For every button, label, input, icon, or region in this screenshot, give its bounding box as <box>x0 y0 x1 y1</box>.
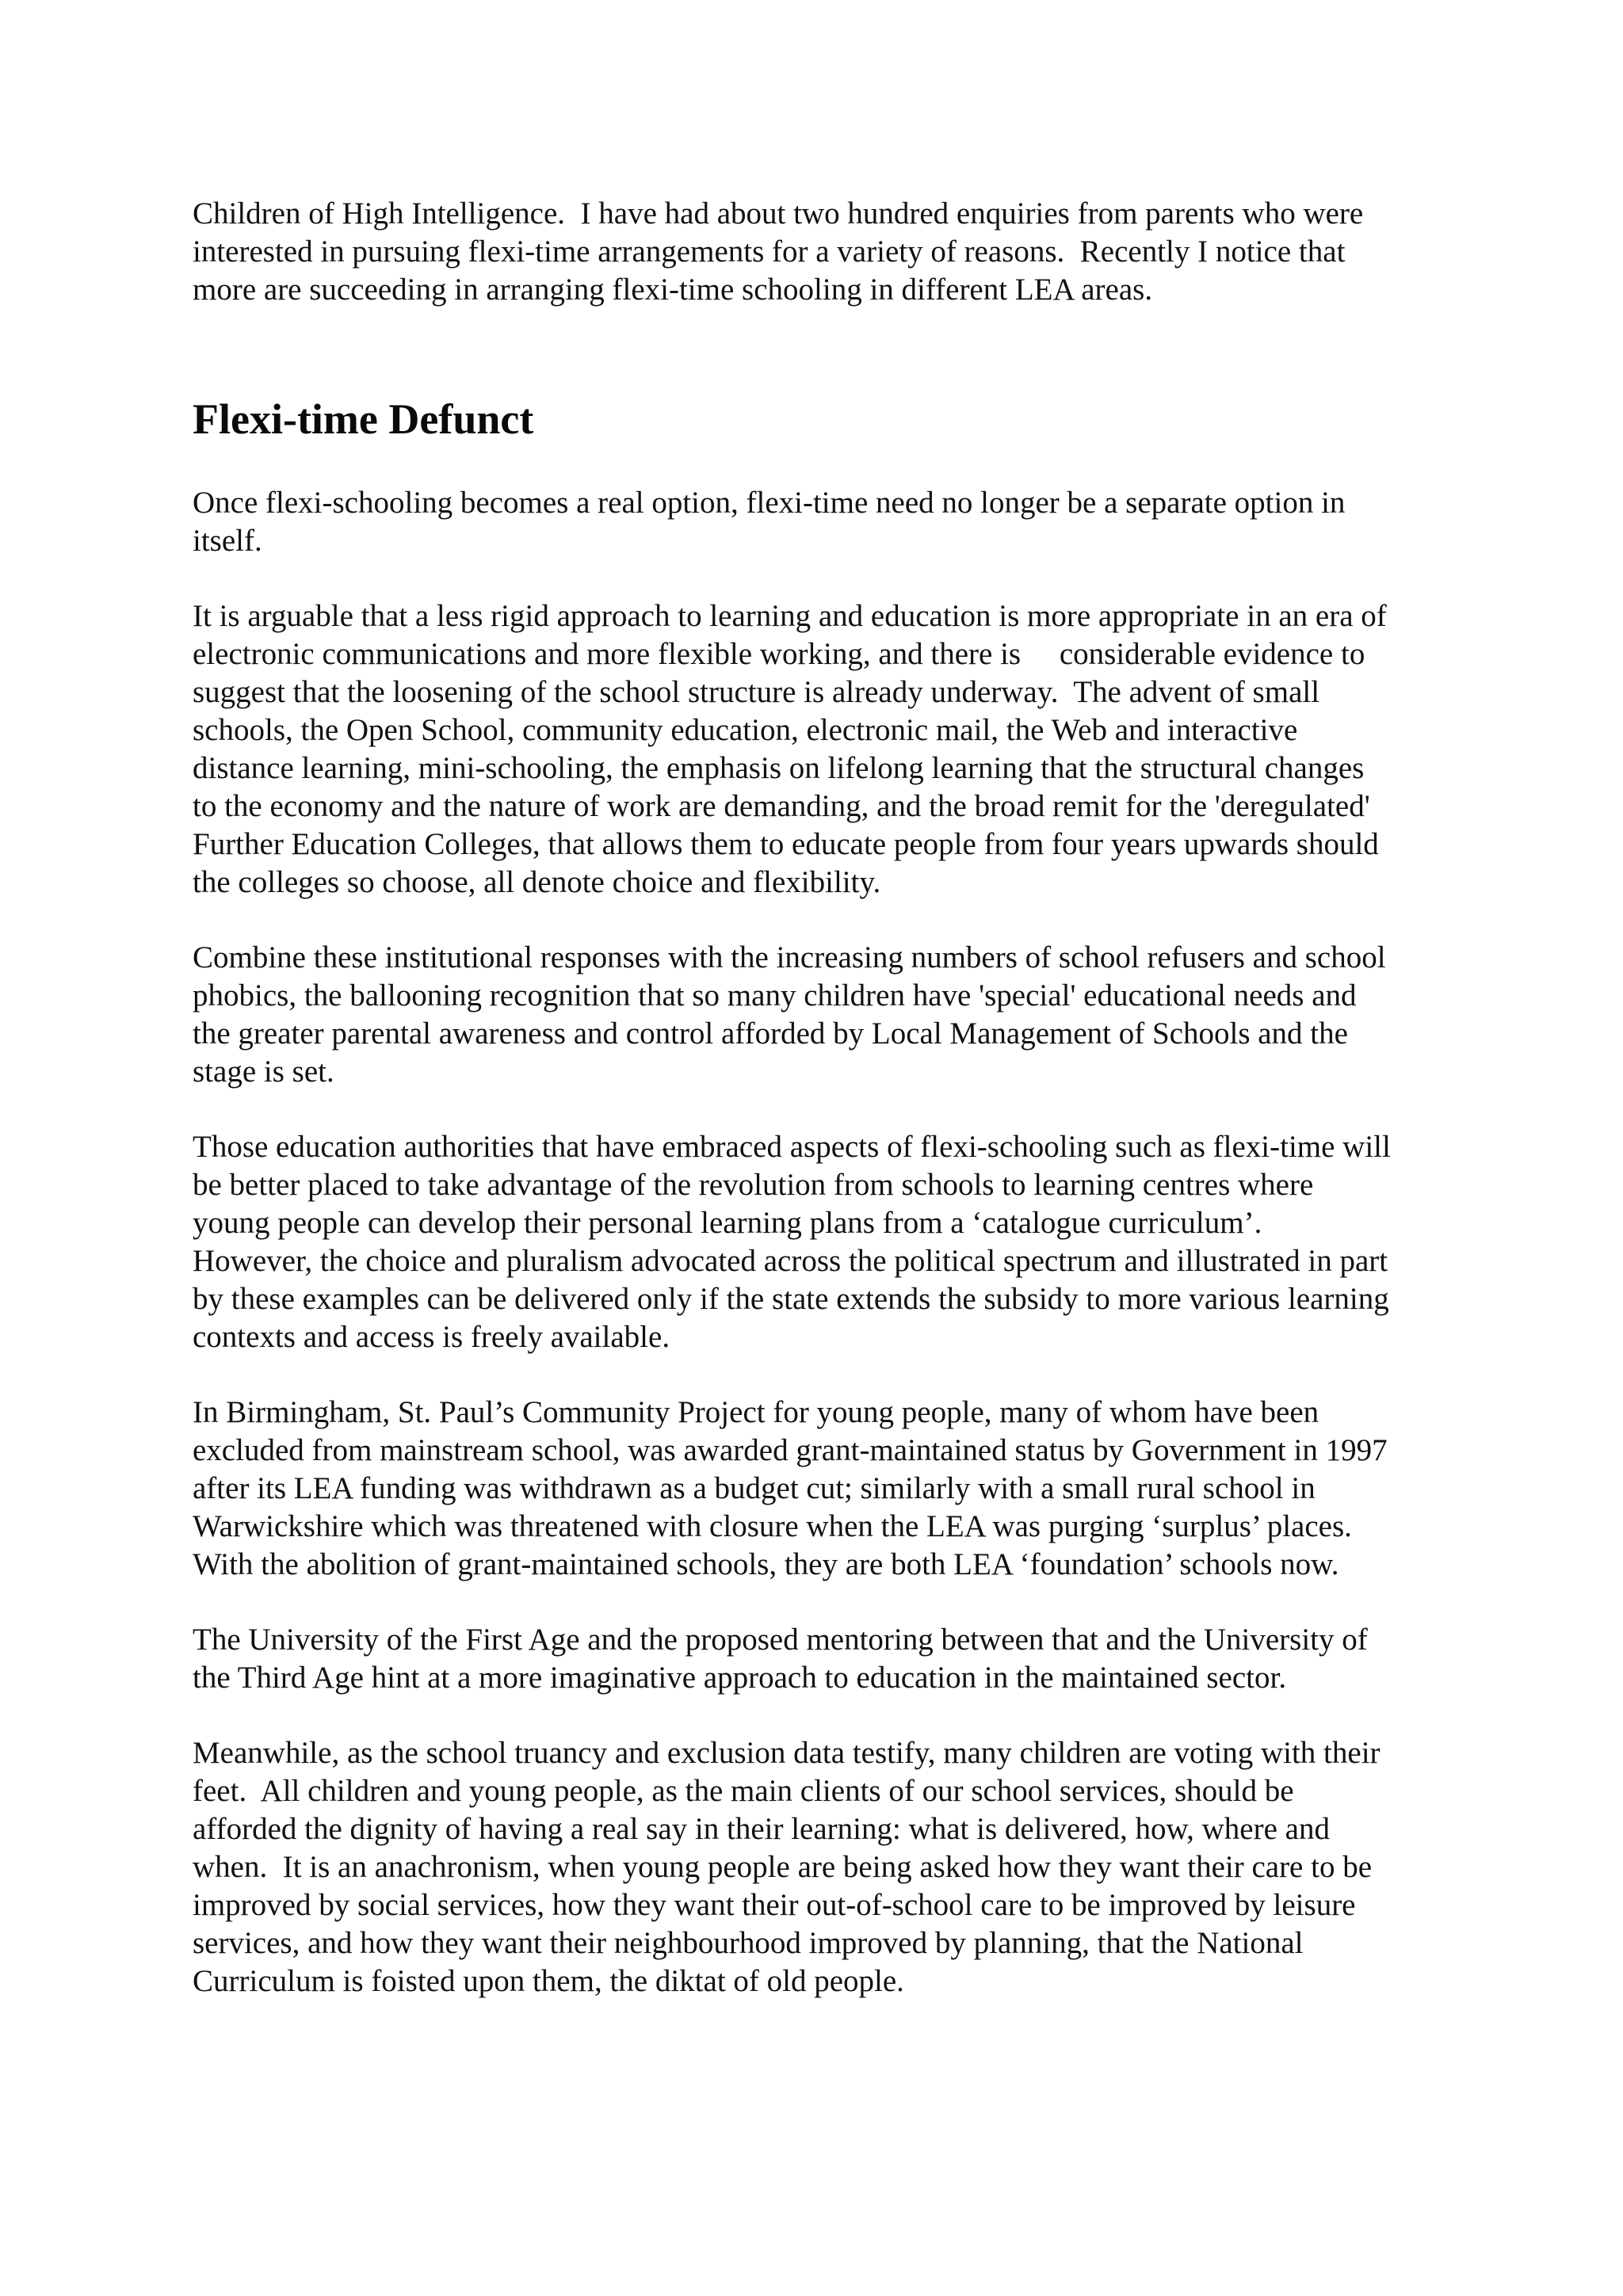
paragraph <box>193 1734 1492 2000</box>
paragraph <box>193 1128 1492 1356</box>
text-line: distance learning, mini-schooling, the emphasis on lifelong learning that the structural changes <box>193 751 1365 785</box>
paragraph <box>193 1621 1492 1697</box>
text-line: when. It is an anachronism, when young people are being asked how they want their care to be <box>193 1850 1373 1884</box>
text-line: by these examples can be delivered only if the state extends the subsidy to more various learning <box>193 1282 1389 1316</box>
text-line: phobics, the ballooning recognition that so many children have 'special' educational needs and <box>193 978 1357 1013</box>
text-line: young people can develop their personal learning plans from a ‘catalogue curriculum’. <box>193 1206 1262 1240</box>
text-line: improved by social services, how they want their out-of-school care to be improved by leisure <box>193 1888 1356 1922</box>
text-line: Warwickshire which was threatened with closure when the LEA was purging ‘surplus’ places. <box>193 1509 1352 1543</box>
paragraph <box>193 1394 1492 1584</box>
text-line: Those education authorities that have embraced aspects of flexi-schooling such as flexi-time will <box>193 1130 1391 1164</box>
intro-paragraph <box>193 195 1492 309</box>
text-line: itself. <box>193 524 262 558</box>
text-line: Combine these institutional responses with the increasing numbers of school refusers and school <box>193 940 1386 974</box>
text-line: Children of High Intelligence. I have had about two hundred enquiries from parents who were <box>193 196 1364 231</box>
section-heading: Flexi-time Defunct <box>193 395 534 443</box>
text-line: electronic communications and more flexible working, and there is considerable evidence to <box>193 637 1365 671</box>
text-line: to the economy and the nature of work are demanding, and the broad remit for the 'deregulated' <box>193 789 1370 823</box>
text-line: Meanwhile, as the school truancy and exclusion data testify, many children are voting with their <box>193 1736 1381 1770</box>
text-line: In Birmingham, St. Paul’s Community Project for young people, many of whom have been <box>193 1395 1319 1429</box>
text-line: afforded the dignity of having a real say in their learning: what is delivered, how, where and <box>193 1812 1330 1846</box>
text-line: after its LEA funding was withdrawn as a budget cut; similarly with a small rural school in <box>193 1471 1316 1505</box>
text-line: excluded from mainstream school, was awarded grant-maintained status by Government in 1997 <box>193 1433 1388 1467</box>
paragraph <box>193 597 1492 902</box>
text-line: the greater parental awareness and control afforded by Local Management of Schools and the <box>193 1016 1348 1051</box>
text-line: be better placed to take advantage of the revolution from schools to learning centres where <box>193 1168 1314 1202</box>
text-line: stage is set. <box>193 1055 334 1089</box>
text-line: The University of the First Age and the proposed mentoring between that and the University of <box>193 1623 1368 1657</box>
text-line: Curriculum is foisted upon them, the diktat of old people. <box>193 1964 904 1998</box>
text-line: schools, the Open School, community education, electronic mail, the Web and interactive <box>193 713 1298 747</box>
text-line: It is arguable that a less rigid approach to learning and education is more appropriate in an era of <box>193 599 1387 633</box>
text-line: Once flexi-schooling becomes a real option, flexi-time need no longer be a separate option in <box>193 486 1346 520</box>
text-line: contexts and access is freely available. <box>193 1320 670 1354</box>
paragraph <box>193 939 1492 1091</box>
document-page <box>193 195 1492 2038</box>
text-line: With the abolition of grant-maintained schools, they are both LEA ‘foundation’ schools now. <box>193 1547 1339 1581</box>
text-line: However, the choice and pluralism advocated across the political spectrum and illustrated in part <box>193 1244 1388 1278</box>
text-line: suggest that the loosening of the school structure is already underway. The advent of small <box>193 675 1320 709</box>
text-line: the Third Age hint at a more imaginative approach to education in the maintained sector. <box>193 1661 1287 1695</box>
text-line: interested in pursuing flexi-time arrangements for a variety of reasons. Recently I notice that <box>193 235 1346 269</box>
paragraph <box>193 484 1492 560</box>
text-line: feet. All children and young people, as the main clients of our school services, should be <box>193 1774 1294 1808</box>
text-line: more are succeeding in arranging flexi-time schooling in different LEA areas. <box>193 273 1153 307</box>
text-line: the colleges so choose, all denote choice and flexibility. <box>193 865 881 899</box>
text-line: Further Education Colleges, that allows them to educate people from four years upwards should <box>193 827 1379 861</box>
text-line: services, and how they want their neighbourhood improved by planning, that the National <box>193 1926 1304 1960</box>
